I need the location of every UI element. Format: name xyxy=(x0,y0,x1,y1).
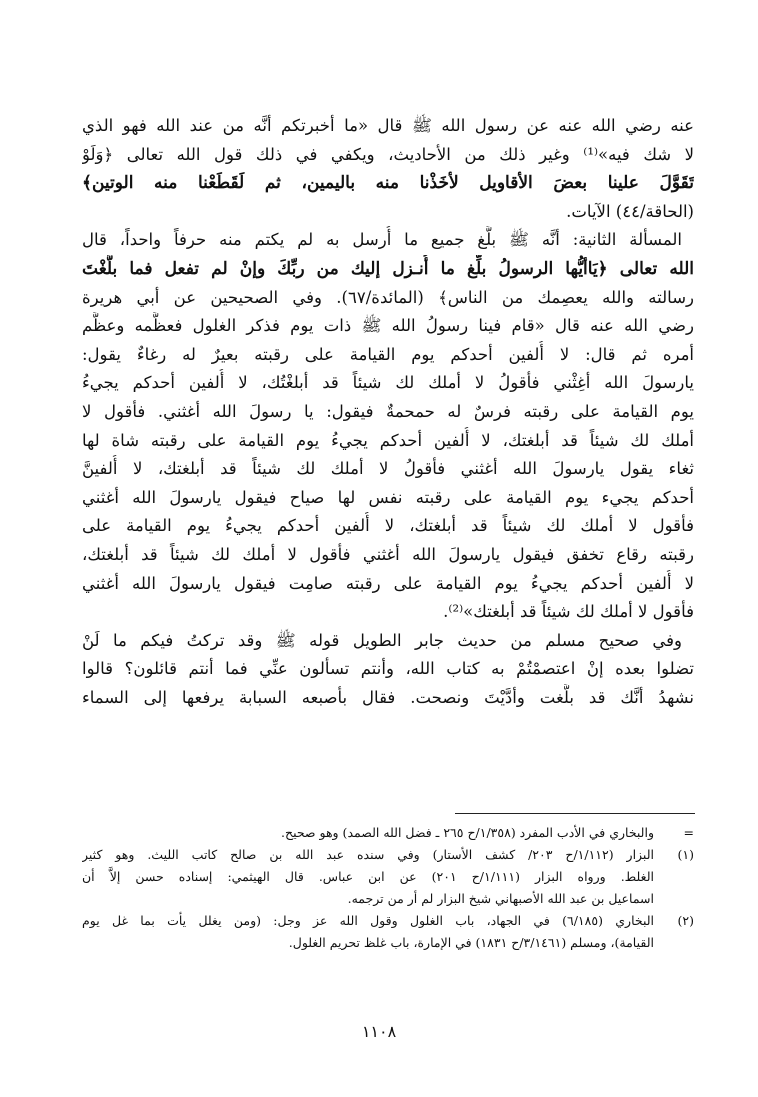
footnote xyxy=(82,910,694,954)
text-line: رقبته رقاع تخفق فيقول يارسولَ الله أغثني فأقول لا أملك لك شيئاً قد أبلغتك، xyxy=(82,544,694,564)
main-text xyxy=(82,112,694,712)
footnote-marker: = xyxy=(683,825,694,840)
text-line: رضي الله عنه قال «قام فينا رسولُ الله ﷺ ذات يوم فذكر الغلول فعظَّمه وعظَّم xyxy=(82,316,694,336)
quran-verse-line: تَقَوَّلَ علينا بعضَ الأقاويل لأخَذْنا منه باليمين، ثم لَقَطَعْنا منه الوتين﴾ xyxy=(82,173,694,194)
footnote-marker: (٢) xyxy=(677,913,694,928)
text-line: (الحاقة/٤٤) الآيات. xyxy=(566,201,694,221)
footnote-line: البخاري (٦/١٨٥) في الجهاد، باب الغلول وقول الله عز وجل: (ومن يغلل يأت بما غل يوم xyxy=(82,913,654,928)
text-line: يارسولَ الله أغِثْني فأقولُ لا أملك لك شيئاً قد أبلغْتُك، لا أُلفين أحدكم يجيءُ xyxy=(82,373,694,393)
footnote-line: اسماعيل بن عبد الله الأصبهاني شيخ البزار لم أر من ترجمه. xyxy=(347,891,654,906)
footnote-line: البزار (١/١١٢/ح ٢٠٣/ كشف الأستار) وفي سنده عبد الله بن صالح كاتب الليث. وهو كثير xyxy=(82,847,654,862)
text-line: فأقول لا أملك لك شيئاً قد أبلغتك، لا أُلفين أحدكم يجيءُ يوم القيامة على xyxy=(82,516,694,536)
text-line: أحدكم يجيء يوم القيامة على رقبته نفس لها صياح فيقول يارسولَ الله أغثني xyxy=(82,487,694,507)
text-line: فأقول لا أملك لك شيئاً قد أبلغتك»⁽²⁾. xyxy=(443,602,694,622)
footnote-body xyxy=(82,844,654,910)
text-line: لا شك فيه»⁽¹⁾ وغير ذلك من الأحاديث، ويكفي في ذلك قول الله تعالى ﴿وَلَوْ xyxy=(82,144,694,164)
text-line: أمره ثم قال: لا أُلفين أحدكم يوم القيامة على رقبته بعيرٌ له رغاءٌ يقول: xyxy=(82,344,694,364)
text-line: لا أُلفين أحدكم يجيءُ يوم القيامة على رقبته صامِت فيقول يارسولَ الله أغثني xyxy=(82,573,694,593)
section-heading-line: المسألة الثانية: أنَّه ﷺ بلَّغ جميع ما أُرسل به لم يكتم منه حرفاً واحداً، قال xyxy=(82,230,682,250)
footnote-separator xyxy=(455,813,695,814)
text-line: يوم القيامة على رقبته فرسٌ له حمحمةٌ فيقول: يا رسولَ الله أغثني. فأقول لا xyxy=(82,401,694,421)
text-line: تضلوا بعده إنْ اعتصمْتُمْ به كتاب الله، وأنتم تسألون عنِّي فما أنتم قائلون؟ قالوا xyxy=(82,659,694,679)
footnote-body xyxy=(82,822,654,844)
text-line: نشهدُ أنَّك قد بلَّغت وأدَّيْتَ ونصحت. فقال بأصبعه السبابة يرفعها إلى السماء xyxy=(82,687,694,707)
page-number: ١١٠٨ xyxy=(361,1022,397,1041)
text-line: وفي صحيح مسلم من حديث جابر الطويل قوله ﷺ وقد تركتُ فيكم ما لَنْ xyxy=(82,630,682,650)
text-line: ثغاء يقول يارسولَ الله أغثني فأقولُ لا أملك لك شيئاً قد أبلغتك، لا أُلفينَّ xyxy=(82,459,694,479)
text-line: رسالته والله يعصِمك من الناس﴾ (المائدة/٦٧). وفي الصحيحين عن أبي هريرة xyxy=(82,287,694,307)
footnote-marker: (١) xyxy=(677,847,694,862)
footnote xyxy=(82,822,694,844)
footnote xyxy=(82,844,694,910)
footnote-line: الغلط. ورواه البزار (١/١١١/ح ٢٠١) عن ابن عباس. قال الهيثمي: إسناده حسن إلاَّ أن xyxy=(82,869,654,884)
footnotes xyxy=(82,822,694,954)
quran-verse-line: الله تعالى ﴿يَاأيُّها الرسولُ بلِّغ ما أُنـزل إليك من ربِّكَ وإنْ لم تفعل فما بلَّغْتَ xyxy=(82,258,694,279)
text-line: عنه رضي الله عنه عن رسول الله ﷺ قال «ما أخبرتكم أنَّه من عند الله فهو الذي xyxy=(82,116,694,135)
footnote-body xyxy=(82,910,654,954)
footnote-line: القيامة)، ومسلم (٣/١٤٦١/ح ١٨٣١) في الإمارة، باب غلظ تحريم الغلول. xyxy=(288,935,654,950)
footnote-line: والبخاري في الأدب المفرد (١/٣٥٨/ح ٢٦٥ ـ فضل الله الصمد) وهو صحيح. xyxy=(281,825,654,840)
text-line: أملك لك شيئاً قد أبلغتك، لا أُلفين أحدكم يجيءُ يوم القيامة على رقبته شاة لها xyxy=(82,430,694,450)
